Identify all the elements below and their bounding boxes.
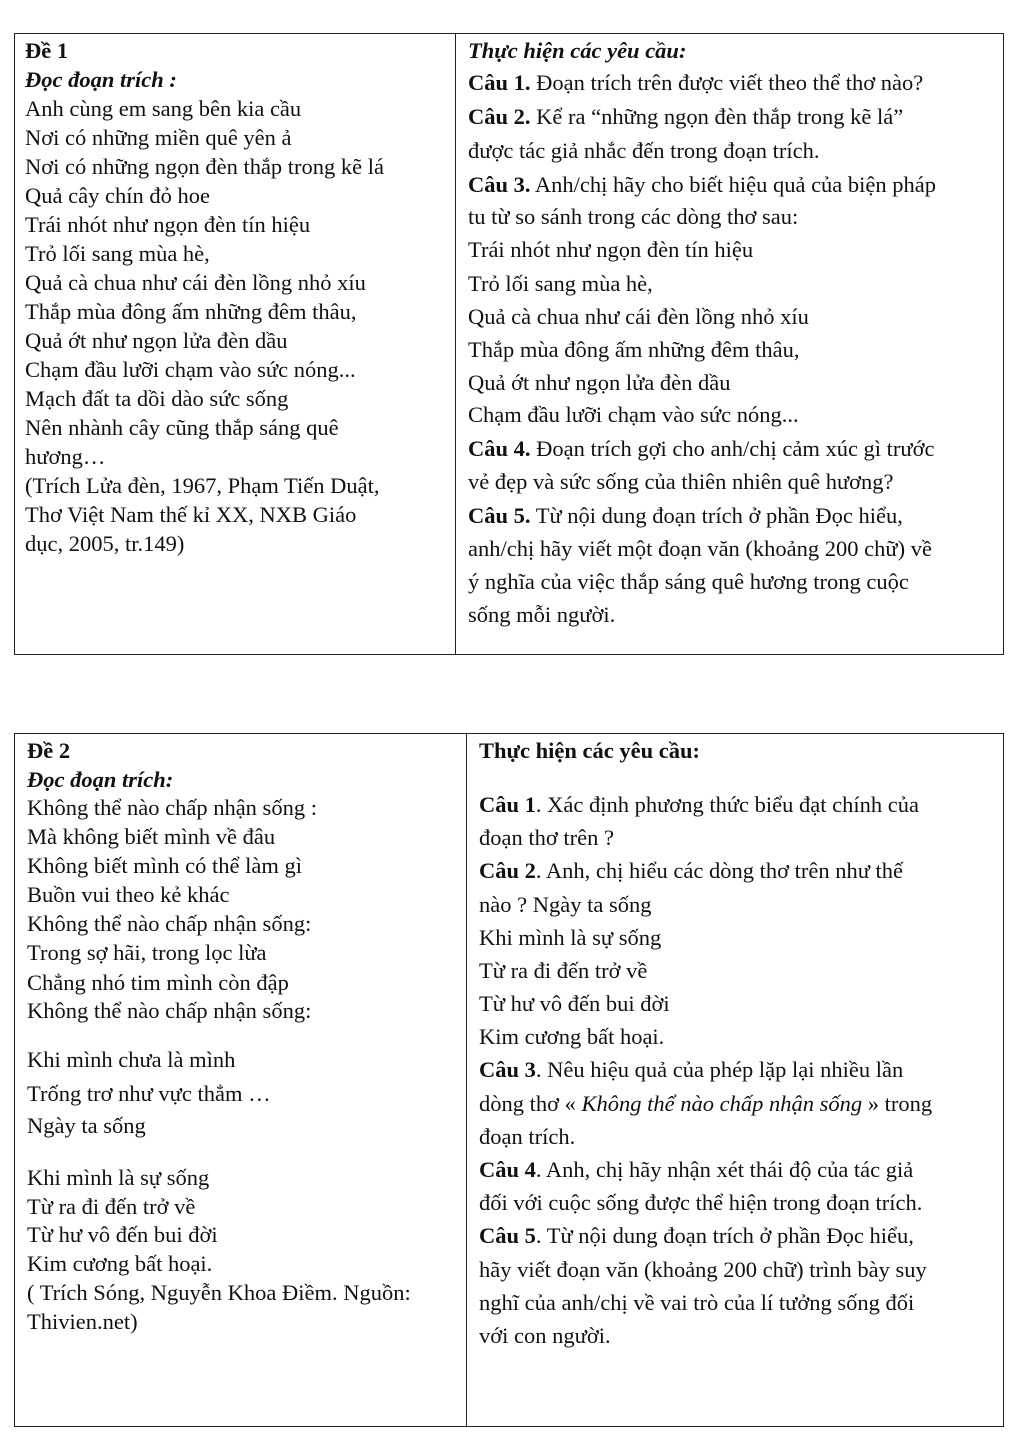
source-citation: ( Trích Sóng, Nguyễn Khoa Điềm. Nguồn: xyxy=(27,1280,411,1305)
exam-2-passage-column xyxy=(15,734,466,1426)
passage-heading: Đọc đoạn trích: xyxy=(27,767,174,792)
question-text: Đoạn trích trên được viết theo thể thơ nào? xyxy=(530,70,924,95)
question-text: Anh/chị hãy cho biết hiệu quả của biện pháp xyxy=(530,172,937,197)
quoted-phrase: Không thể nào chấp nhận sống xyxy=(581,1091,863,1116)
question-label: Câu 5 xyxy=(479,1223,536,1248)
source-citation: (Trích Lửa đèn, 1967, Phạm Tiến Duật, xyxy=(25,473,380,498)
quoted-line: Khi mình là sự sống xyxy=(479,925,662,950)
poem-line: Không thể nào chấp nhận sống : xyxy=(27,795,317,820)
question-5 xyxy=(479,1225,914,1248)
question-label: Câu 1 xyxy=(479,792,536,817)
poem-line: Trống trơ như vực thẳm … xyxy=(27,1081,271,1106)
poem-line: Ngày ta sống xyxy=(27,1113,146,1138)
poem-line: Khi mình là sự sống xyxy=(27,1165,210,1190)
exam-1-questions-column xyxy=(456,34,1003,654)
poem-line: Từ hư vô đến bui đời xyxy=(27,1222,218,1247)
poem-line: Không biết mình có thể làm gì xyxy=(27,853,302,878)
poem-line: Quả ớt như ngọn lửa đèn dầu xyxy=(25,328,288,353)
question-1 xyxy=(479,794,919,817)
poem-line: Thắp mùa đông ấm những đêm thâu, xyxy=(25,299,357,324)
question-text-cont: với con người. xyxy=(479,1323,611,1348)
question-text: . Nêu hiệu quả của phép lặp lại nhiều lần xyxy=(535,1057,904,1082)
quoted-line: Chạm đầu lưỡi chạm vào sức nóng... xyxy=(468,402,799,427)
poem-line: Trỏ lối sang mùa hè, xyxy=(25,241,210,266)
question-2 xyxy=(468,106,903,129)
question-text-cont: được tác giả nhắc đến trong đoạn trích. xyxy=(468,138,820,163)
question-text-cont: nghĩ của anh/chị về vai trò của lí tưởng sống đối xyxy=(479,1290,915,1315)
passage-heading: Đọc đoạn trích : xyxy=(25,67,177,92)
question-label: Câu 3 xyxy=(479,1057,536,1082)
question-text: » trong xyxy=(862,1091,933,1116)
quoted-line: Trái nhót như ngọn đèn tín hiệu xyxy=(468,237,754,262)
poem-line: hương… xyxy=(25,444,106,469)
poem-line: Kim cương bất hoại. xyxy=(27,1251,213,1276)
poem-line: Buồn vui theo kẻ khác xyxy=(27,882,230,907)
question-1 xyxy=(468,72,923,95)
poem-line: Khi mình chưa là mình xyxy=(27,1047,236,1072)
question-5 xyxy=(468,505,903,528)
poem-line: Chẳng nhó tim mình còn đập xyxy=(27,970,289,995)
question-text-cont: sống mỗi người. xyxy=(468,602,616,627)
question-text-cont: nào ? Ngày ta sống xyxy=(479,892,652,917)
source-citation: dục, 2005, tr.149) xyxy=(25,531,185,556)
quoted-line: Quả cà chua như cái đèn lồng nhỏ xíu xyxy=(468,304,809,329)
exam-2-table xyxy=(14,733,1004,1427)
question-text: . Anh, chị hiểu các dòng thơ trên như thế xyxy=(535,858,904,883)
poem-line: Mạch đất ta dồi dào sức sống xyxy=(25,386,289,411)
question-label: Câu 3. xyxy=(468,172,531,197)
quoted-line: Thắp mùa đông ấm những đêm thâu, xyxy=(468,337,800,362)
quoted-line: Kim cương bất hoại. xyxy=(479,1024,665,1049)
poem-line: Nên nhành cây cũng thắp sáng quê xyxy=(25,415,339,440)
question-text-cont: đoạn thơ trên ? xyxy=(479,825,614,850)
quoted-line: Từ ra đi đến trở về xyxy=(479,958,648,983)
poem-line: Nơi có những miền quê yên ả xyxy=(25,125,292,150)
poem-line: Anh cùng em sang bên kia cầu xyxy=(25,96,302,121)
question-label: Câu 1. xyxy=(468,70,531,95)
poem-line: Chạm đầu lưỡi chạm vào sức nóng... xyxy=(25,357,356,382)
question-text-cont: tu từ so sánh trong các dòng thơ sau: xyxy=(468,204,799,229)
poem-line: Trái nhót như ngọn đèn tín hiệu xyxy=(25,212,311,237)
exam-1-passage-column xyxy=(15,34,455,654)
question-text: Đoạn trích gợi cho anh/chị cảm xúc gì trước xyxy=(530,436,935,461)
poem-line: Không thể nào chấp nhận sống: xyxy=(27,998,312,1023)
exam-1-table xyxy=(14,33,1004,655)
quoted-line: Quả ớt như ngọn lửa đèn dầu xyxy=(468,370,731,395)
exam-2-questions-column xyxy=(467,734,1003,1426)
poem-line: Mà không biết mình về đâu xyxy=(27,824,276,849)
question-label: Câu 2. xyxy=(468,104,531,129)
poem-line: Quả cà chua như cái đèn lồng nhỏ xíu xyxy=(25,270,366,295)
question-4 xyxy=(479,1159,913,1182)
poem-line: Quả cây chín đỏ hoe xyxy=(25,183,210,208)
question-text: Kể ra “những ngọn đèn thắp trong kẽ lá” xyxy=(530,104,904,129)
question-text-cont: ý nghĩa của việc thắp sáng quê hương trong cuộc xyxy=(468,569,909,594)
question-text-cont: đối với cuộc sống được thể hiện trong đoạn trích. xyxy=(479,1190,923,1215)
question-4 xyxy=(468,438,935,461)
tasks-heading: Thực hiện các yêu cầu: xyxy=(468,38,687,63)
poem-line: Trong sợ hãi, trong lọc lừa xyxy=(27,940,267,965)
question-text: Từ nội dung đoạn trích ở phần Đọc hiểu, xyxy=(530,503,903,528)
question-text: . Từ nội dung đoạn trích ở phần Đọc hiểu, xyxy=(535,1223,914,1248)
exam-title: Đề 1 xyxy=(25,38,69,63)
question-text: dòng thơ « xyxy=(479,1091,582,1116)
question-label: Câu 5. xyxy=(468,503,531,528)
poem-line: Không thể nào chấp nhận sống: xyxy=(27,911,312,936)
quoted-line: Trỏ lối sang mùa hè, xyxy=(468,271,653,296)
question-text-cont: hãy viết đoạn văn (khoảng 200 chữ) trình bày suy xyxy=(479,1257,927,1282)
poem-line: Từ ra đi đến trở về xyxy=(27,1194,196,1219)
question-text-cont: vẻ đẹp và sức sống của thiên nhiên quê hương? xyxy=(468,469,894,494)
question-text-cont: đoạn trích. xyxy=(479,1124,576,1149)
source-citation: Thivien.net) xyxy=(27,1309,138,1334)
question-2 xyxy=(479,860,903,883)
question-label: Câu 4 xyxy=(479,1157,536,1182)
question-text: . Xác định phương thức biểu đạt chính của xyxy=(535,792,919,817)
question-3 xyxy=(479,1059,903,1082)
question-text-cont xyxy=(479,1093,932,1116)
tasks-heading: Thực hiện các yêu cầu: xyxy=(479,738,700,763)
question-text-cont: anh/chị hãy viết một đoạn văn (khoảng 200 chữ) về xyxy=(468,536,932,561)
source-citation: Thơ Việt Nam thế kỉ XX, NXB Giáo xyxy=(25,502,357,527)
question-label: Câu 4. xyxy=(468,436,531,461)
question-text: . Anh, chị hãy nhận xét thái độ của tác giả xyxy=(535,1157,914,1182)
exam-title: Đề 2 xyxy=(27,738,71,763)
quoted-line: Từ hư vô đến bui đời xyxy=(479,991,670,1016)
question-label: Câu 2 xyxy=(479,858,536,883)
poem-line: Nơi có những ngọn đèn thắp trong kẽ lá xyxy=(25,154,385,179)
question-3 xyxy=(468,174,936,197)
